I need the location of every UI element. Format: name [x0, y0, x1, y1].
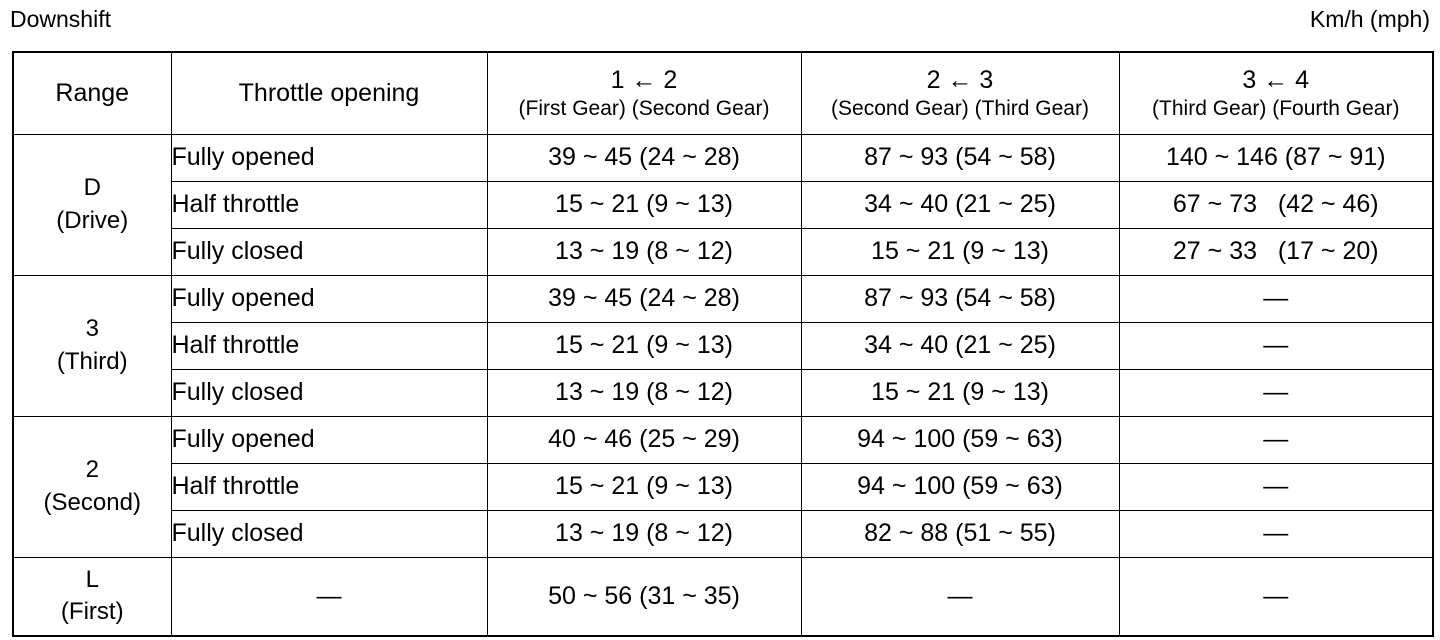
throttle-cell: Half throttle — [171, 322, 487, 369]
speed-cell-2-3: 34 ~ 40 (21 ~ 25) — [801, 322, 1119, 369]
speed-cell-1-2: 13 ~ 19 (8 ~ 12) — [487, 228, 801, 275]
column-header-gear-2-3 — [801, 52, 1119, 134]
empty-cell-dash: — — [1119, 322, 1433, 369]
range-cell-second — [13, 416, 171, 557]
gear-names-label: (Third Gear) (Fourth Gear) — [1152, 96, 1400, 120]
throttle-cell: Fully closed — [171, 228, 487, 275]
speed-cell-3-4: 140 ~ 146 (87 ~ 91) — [1119, 134, 1433, 181]
gear-shift-label: 1 ← 2 — [610, 65, 678, 94]
speed-cell-2-3: 82 ~ 88 (51 ~ 55) — [801, 510, 1119, 557]
speed-cell-3-4: 67 ~ 73 (42 ~ 46) — [1119, 181, 1433, 228]
throttle-cell: Fully opened — [171, 134, 487, 181]
speed-cell-1-2: 40 ~ 46 (25 ~ 29) — [487, 416, 801, 463]
speed-cell-3-4: 27 ~ 33 (17 ~ 20) — [1119, 228, 1433, 275]
speed-cell-1-2: 15 ~ 21 (9 ~ 13) — [487, 463, 801, 510]
speed-cell-1-2: 15 ~ 21 (9 ~ 13) — [487, 322, 801, 369]
gear-names-label: (Second Gear) (Third Gear) — [831, 96, 1089, 120]
speed-cell-2-3: 94 ~ 100 (59 ~ 63) — [801, 463, 1119, 510]
speed-cell-1-2: 39 ~ 45 (24 ~ 28) — [487, 275, 801, 322]
gear-shift-label: 3 ← 4 — [1242, 65, 1310, 94]
speed-cell-2-3: 34 ~ 40 (21 ~ 25) — [801, 181, 1119, 228]
range-name: (First) — [60, 598, 124, 626]
table-row — [13, 134, 1433, 181]
speed-cell-1-2: 39 ~ 45 (24 ~ 28) — [487, 134, 801, 181]
downshift-table — [12, 51, 1434, 637]
empty-cell-dash: — — [801, 557, 1119, 636]
units-label: Km/h (mph) — [1309, 6, 1430, 32]
empty-cell-dash: — — [1119, 463, 1433, 510]
empty-cell-dash: — — [1119, 510, 1433, 557]
gear-shift-label: 2 ← 3 — [926, 65, 994, 94]
table-row — [13, 369, 1433, 416]
empty-cell-dash: — — [1119, 557, 1433, 636]
range-name: (Third) — [56, 347, 128, 375]
empty-cell-dash: — — [1119, 369, 1433, 416]
column-header-throttle: Throttle opening — [171, 52, 487, 134]
speed-cell-2-3: 15 ~ 21 (9 ~ 13) — [801, 369, 1119, 416]
throttle-cell: Fully opened — [171, 416, 487, 463]
speed-cell-1-2: 50 ~ 56 (31 ~ 35) — [487, 557, 801, 636]
throttle-cell: Half throttle — [171, 181, 487, 228]
range-cell-third — [13, 275, 171, 416]
table-row — [13, 228, 1433, 275]
range-code: L — [85, 565, 99, 593]
empty-cell-dash: — — [1119, 275, 1433, 322]
range-cell-first — [13, 557, 171, 636]
table-row — [13, 463, 1433, 510]
range-cell-drive — [13, 134, 171, 275]
speed-cell-2-3: 87 ~ 93 (54 ~ 58) — [801, 275, 1119, 322]
table-row — [13, 322, 1433, 369]
speed-cell-2-3: 15 ~ 21 (9 ~ 13) — [801, 228, 1119, 275]
throttle-cell: Fully closed — [171, 369, 487, 416]
document-title: Downshift — [10, 6, 111, 32]
speed-cell-1-2: 13 ~ 19 (8 ~ 12) — [487, 369, 801, 416]
column-header-gear-1-2 — [487, 52, 801, 134]
table-row — [13, 181, 1433, 228]
throttle-cell: Fully closed — [171, 510, 487, 557]
table-row — [13, 416, 1433, 463]
column-header-gear-3-4 — [1119, 52, 1433, 134]
throttle-cell: Half throttle — [171, 463, 487, 510]
empty-cell-dash: — — [171, 557, 487, 636]
speed-cell-1-2: 13 ~ 19 (8 ~ 12) — [487, 510, 801, 557]
empty-cell-dash: — — [1119, 416, 1433, 463]
table-row — [13, 510, 1433, 557]
table-row — [13, 557, 1433, 636]
range-code: 2 — [85, 456, 99, 484]
range-code: 3 — [85, 315, 99, 343]
speed-cell-1-2: 15 ~ 21 (9 ~ 13) — [487, 181, 801, 228]
column-header-range: Range — [13, 52, 171, 134]
speed-cell-2-3: 87 ~ 93 (54 ~ 58) — [801, 134, 1119, 181]
throttle-cell: Fully opened — [171, 275, 487, 322]
range-name: (Second) — [43, 488, 141, 516]
range-code: D — [83, 174, 101, 202]
table-row — [13, 275, 1433, 322]
range-name: (Drive) — [56, 206, 129, 234]
header-row — [13, 52, 1433, 134]
gear-names-label: (First Gear) (Second Gear) — [518, 96, 770, 120]
speed-cell-2-3: 94 ~ 100 (59 ~ 63) — [801, 416, 1119, 463]
